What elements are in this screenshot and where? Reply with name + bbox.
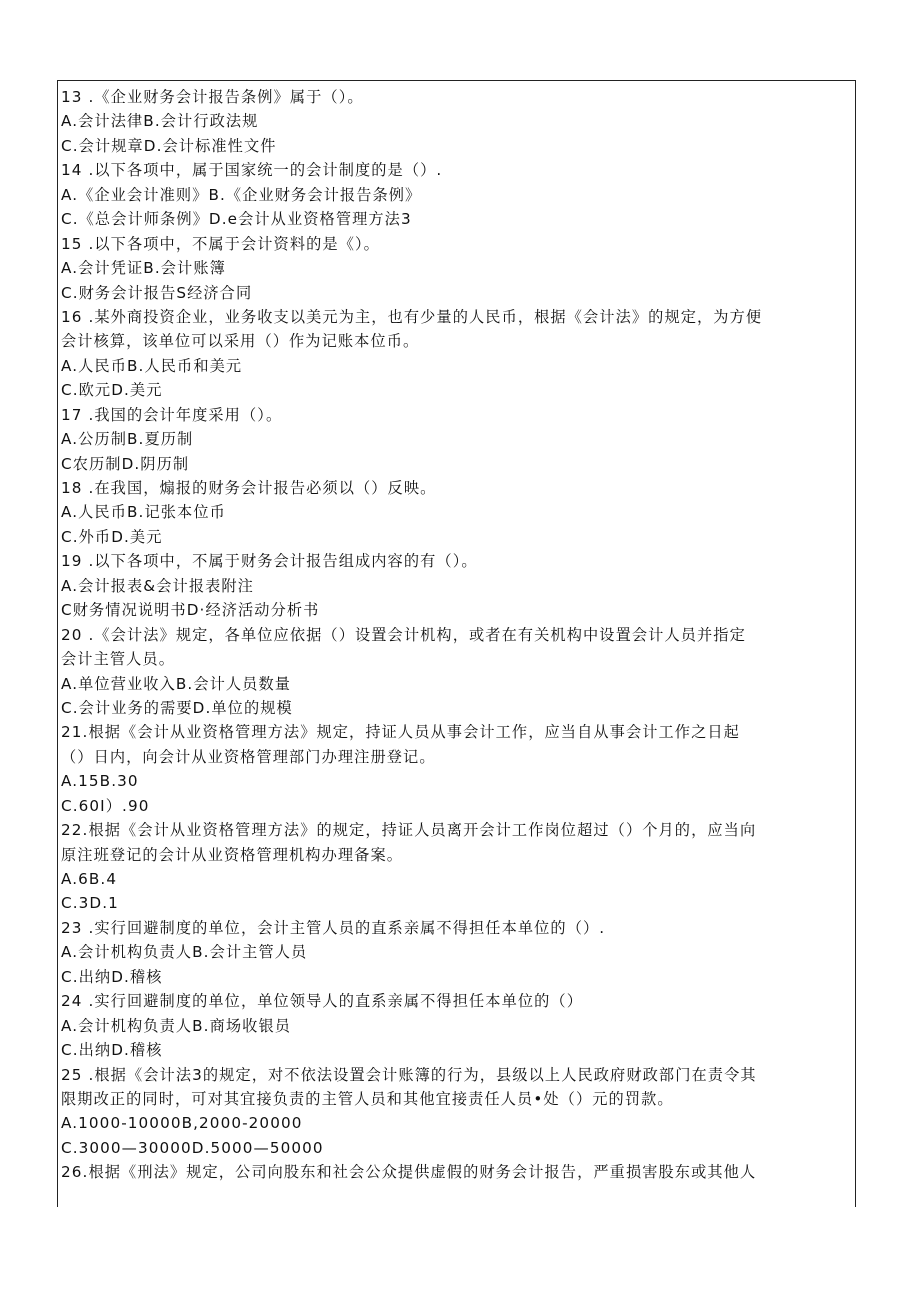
q24-options-ab: A.会计机构负责人B.商场收银员 [61,1016,292,1035]
q25-stem-line2: 限期改正的同时，可对其宜接负责的主管人员和其他宜接责任人员•处（）元的罚款。 [61,1089,674,1108]
q18-stem: 18 .在我国，煽报的财务会计报告必须以（）反映。 [61,479,437,497]
q26-stem-line1: 26.根据《刑法》规定，公司向股东和社会公众提供虚假的财务会计报告，严重损害股东或其他人 [61,1163,757,1182]
q24-stem: 24 .实行回避制度的单位，单位领导人的直系亲属不得担任本单位的（） [61,992,584,1011]
q17-options-cd: C农历制D.阴历制 [61,454,190,473]
q19-options-ab: A.会计报表&会计报表附注 [61,576,254,595]
q21-stem-line1: 21.根据《会计从业资格管理方法》规定，持证人员从事会计工作，应当自从事会计工作之日起 [61,723,740,742]
q18-options-ab: A.人民币B.记张本位币 [61,503,226,522]
q23-options-ab: A.会计机构负责人B.会计主管人员 [61,943,308,962]
q23-options-cd: C.出纳D.稽核 [61,967,163,986]
q16-options-ab: A.人民币B.人民币和美元 [61,356,243,375]
question-frame [57,80,856,1207]
q14-options-ab: A.《企业会计准则》B.《企业财务会计报告条例》 [61,185,422,204]
q18-options-cd: C.外币D.美元 [61,527,163,546]
q13-stem: 13 .《企业财务会计报告条例》属于（）。 [61,88,364,106]
q22-options-ab: A.6B.4 [61,870,118,888]
q15-stem: 15 .以下各项中，不属于会计资料的是《）。 [61,234,380,253]
q19-stem: 19 .以下各项中，不属于财务会计报告组成内容的有（）。 [61,552,478,571]
q16-options-cd: C.欧元D.美元 [61,381,163,400]
q20-options-ab: A.单位营业收入B.会计人员数量 [61,674,292,693]
q20-options-cd: C.会计业务的需要D.单位的规模 [61,698,293,717]
q13-options-ab: A.会计法律B.会计行政法规 [61,112,259,131]
q21-options-ab: A.15B.30 [61,772,139,791]
q16-stem-line1: 16 .某外商投资企业，业务收支以美元为主，也有少量的人民币，根据《会计法》的规定，为方便 [61,307,763,326]
q23-stem: 23 .实行回避制度的单位，会计主管人员的直系亲属不得担任本单位的（）. [61,918,606,937]
q20-stem-line1: 20 .《会计法》规定，各单位应依据（）设置会计机构，或者在有关机构中设置会计人员并指定 [61,625,746,644]
question-text-block [58,81,855,1185]
q21-stem-line2: （）日内，向会计从业资格管理部门办理注册登记。 [61,747,436,766]
q15-options-ab: A.会计凭证B.会计账簿 [61,259,226,278]
q22-stem-line1: 22.根据《会计从业资格管理方法》的规定，持证人员离开会计工作岗位超过（）个月的，应当向 [61,821,757,840]
q14-stem: 14 .以下各项中，属于国家统一的会计制度的是（）. [61,161,443,180]
q20-stem-line2: 会计主管人员。 [61,650,176,669]
q16-stem-line2: 会计核算，该单位可以采用（）作为记账本位币。 [61,332,420,351]
q17-stem: 17 .我国的会计年度采用（）。 [61,405,283,424]
q13-options-cd: C.会计规章D.会计标准性文件 [61,136,277,155]
q22-options-cd: C.3D.1 [61,894,119,913]
q15-options-cd: C.财务会计报告S经济合同 [61,283,253,302]
q24-options-cd: C.出纳D.稽核 [61,1041,163,1060]
q25-stem-line1: 25 .根据《会计法3的规定，对不依法设置会计账簿的行为，县级以上人民政府财政部门在责令其 [61,1065,757,1084]
q21-options-cd: C.60I）.90 [61,796,150,815]
q25-options-cd: C.3000—30000D.5000—50000 [61,1138,324,1157]
q14-options-cd: C.《总会计师条例》D.e会计从业资格管理方法3 [61,210,412,229]
q17-options-ab: A.公历制B.夏历制 [61,430,194,449]
q22-stem-line2: 原注班登记的会计从业资格管理机构办理备案。 [61,845,404,864]
q25-options-ab: A.1000-10000B,2000-20000 [61,1114,303,1133]
q19-options-cd: C财务情况说明书D·经济活动分析书 [61,601,320,620]
